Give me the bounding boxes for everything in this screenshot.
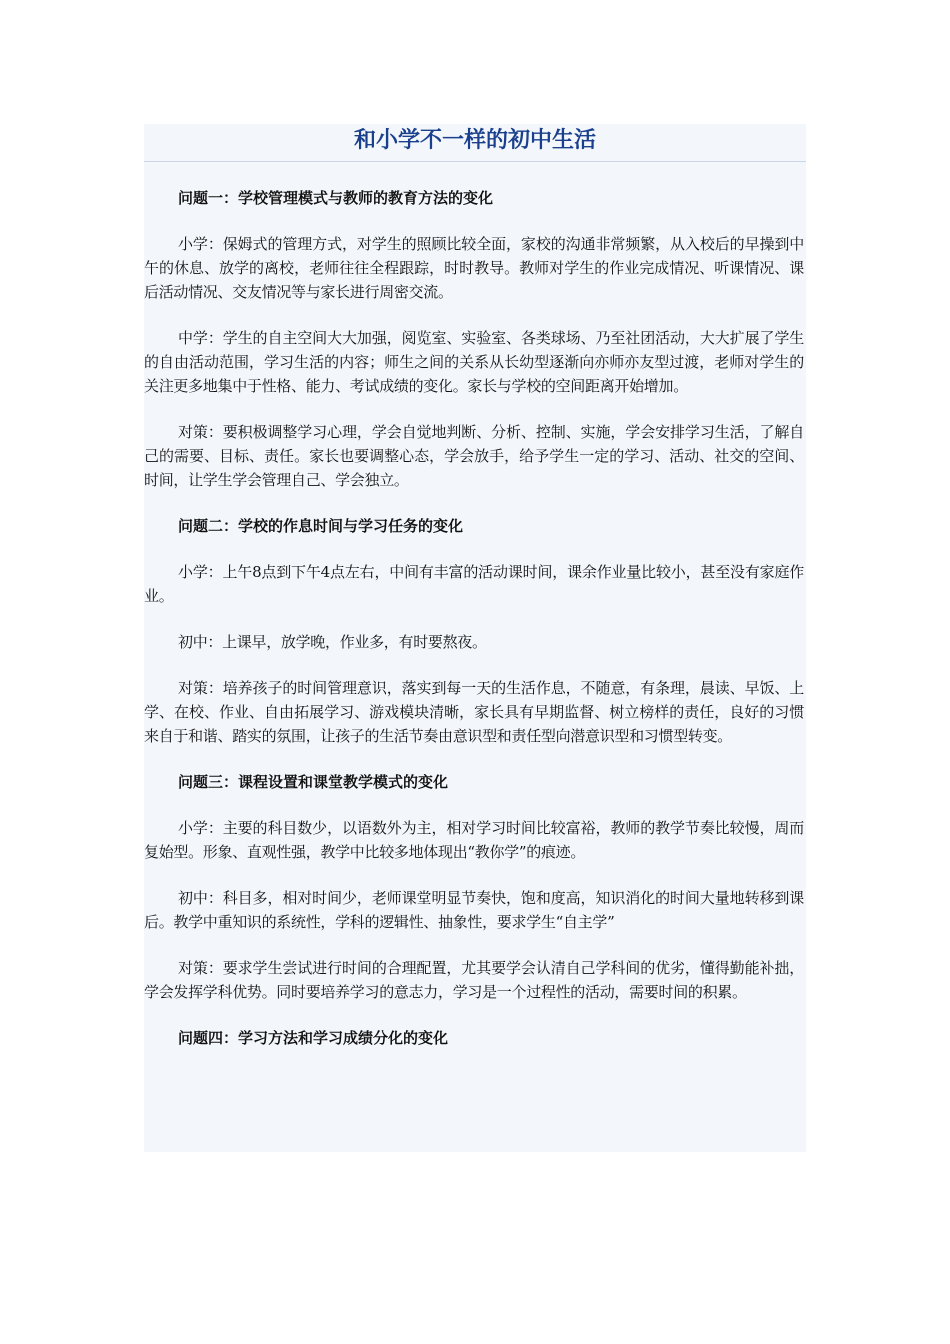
paragraph: 对策：要求学生尝试进行时间的合理配置，尤其要学会认清自己学科间的优劣，懂得勤能补拙，学会发挥学科优势。同时要培养学习的意志力，学习是一个过程性的活动，需要时间的积累。 <box>144 959 804 1001</box>
section-heading-2: 问题二：学校的作息时间与学习任务的变化 <box>178 517 464 535</box>
page-title: 和小学不一样的初中生活 <box>353 128 596 153</box>
paragraph: 小学：保姆式的管理方式，对学生的照顾比较全面，家校的沟通非常频繁，从入校后的早操到中午的休息、放学的离校，老师往往全程跟踪，时时教导。教师对学生的作业完成情况、听课情况、课后活动情况、交友情况等与家长进行周密交流。 <box>144 235 804 301</box>
paragraph: 对策：培养孩子的时间管理意识，落实到每一天的生活作息，不随意，有条理，晨读、早饭、上学、在校、作业、自由拓展学习、游戏模块清晰，家长具有早期监督、树立榜样的责任，良好的习惯来自于和谐、踏实的氛围，让孩子的生活节奏由意识型和责任型向潜意识型和习惯型转变。 <box>144 679 804 745</box>
paragraph: 小学：主要的科目数少，以语数外为主，相对学习时间比较富裕，教师的教学节奏比较慢，周而复始型。形象、直观性强，教学中比较多地体现出“教你学”的痕迹。 <box>144 819 804 861</box>
section-heading-1: 问题一：学校管理模式与教师的教育方法的变化 <box>178 189 494 207</box>
section-heading-3: 问题三：课程设置和课堂教学模式的变化 <box>178 773 449 791</box>
paragraph: 小学：上午8点到下午4点左右，中间有丰富的活动课时间，课余作业量比较小，甚至没有家庭作业。 <box>144 563 804 605</box>
paragraph: 初中：科目多，相对时间少，老师课堂明显节奏快，饱和度高，知识消化的时间大量地转移到课后。教学中重知识的系统性，学科的逻辑性、抽象性，要求学生“自主学” <box>144 889 804 931</box>
document-body <box>144 162 806 1050</box>
paragraph: 对策：要积极调整学习心理，学会自觉地判断、分析、控制、实施，学会安排学习生活，了解自己的需要、目标、责任。家长也要调整心态，学会放手，给予学生一定的学习、活动、社交的空间、时间，让学生学会管理自己、学会独立。 <box>144 423 804 489</box>
title-bar <box>144 124 806 162</box>
paragraph: 初中：上课早，放学晚，作业多，有时要熬夜。 <box>178 633 487 651</box>
section-heading-4: 问题四：学习方法和学习成绩分化的变化 <box>178 1029 449 1047</box>
document-page <box>144 124 806 1152</box>
paragraph: 中学：学生的自主空间大大加强，阅览室、实验室、各类球场、乃至社团活动，大大扩展了学生的自由活动范围，学习生活的内容；师生之间的关系从长幼型逐渐向亦师亦友型过渡，老师对学生的关注更多地集中于性格、能力、考试成绩的变化。家长与学校的空间距离开始增加。 <box>144 329 804 395</box>
